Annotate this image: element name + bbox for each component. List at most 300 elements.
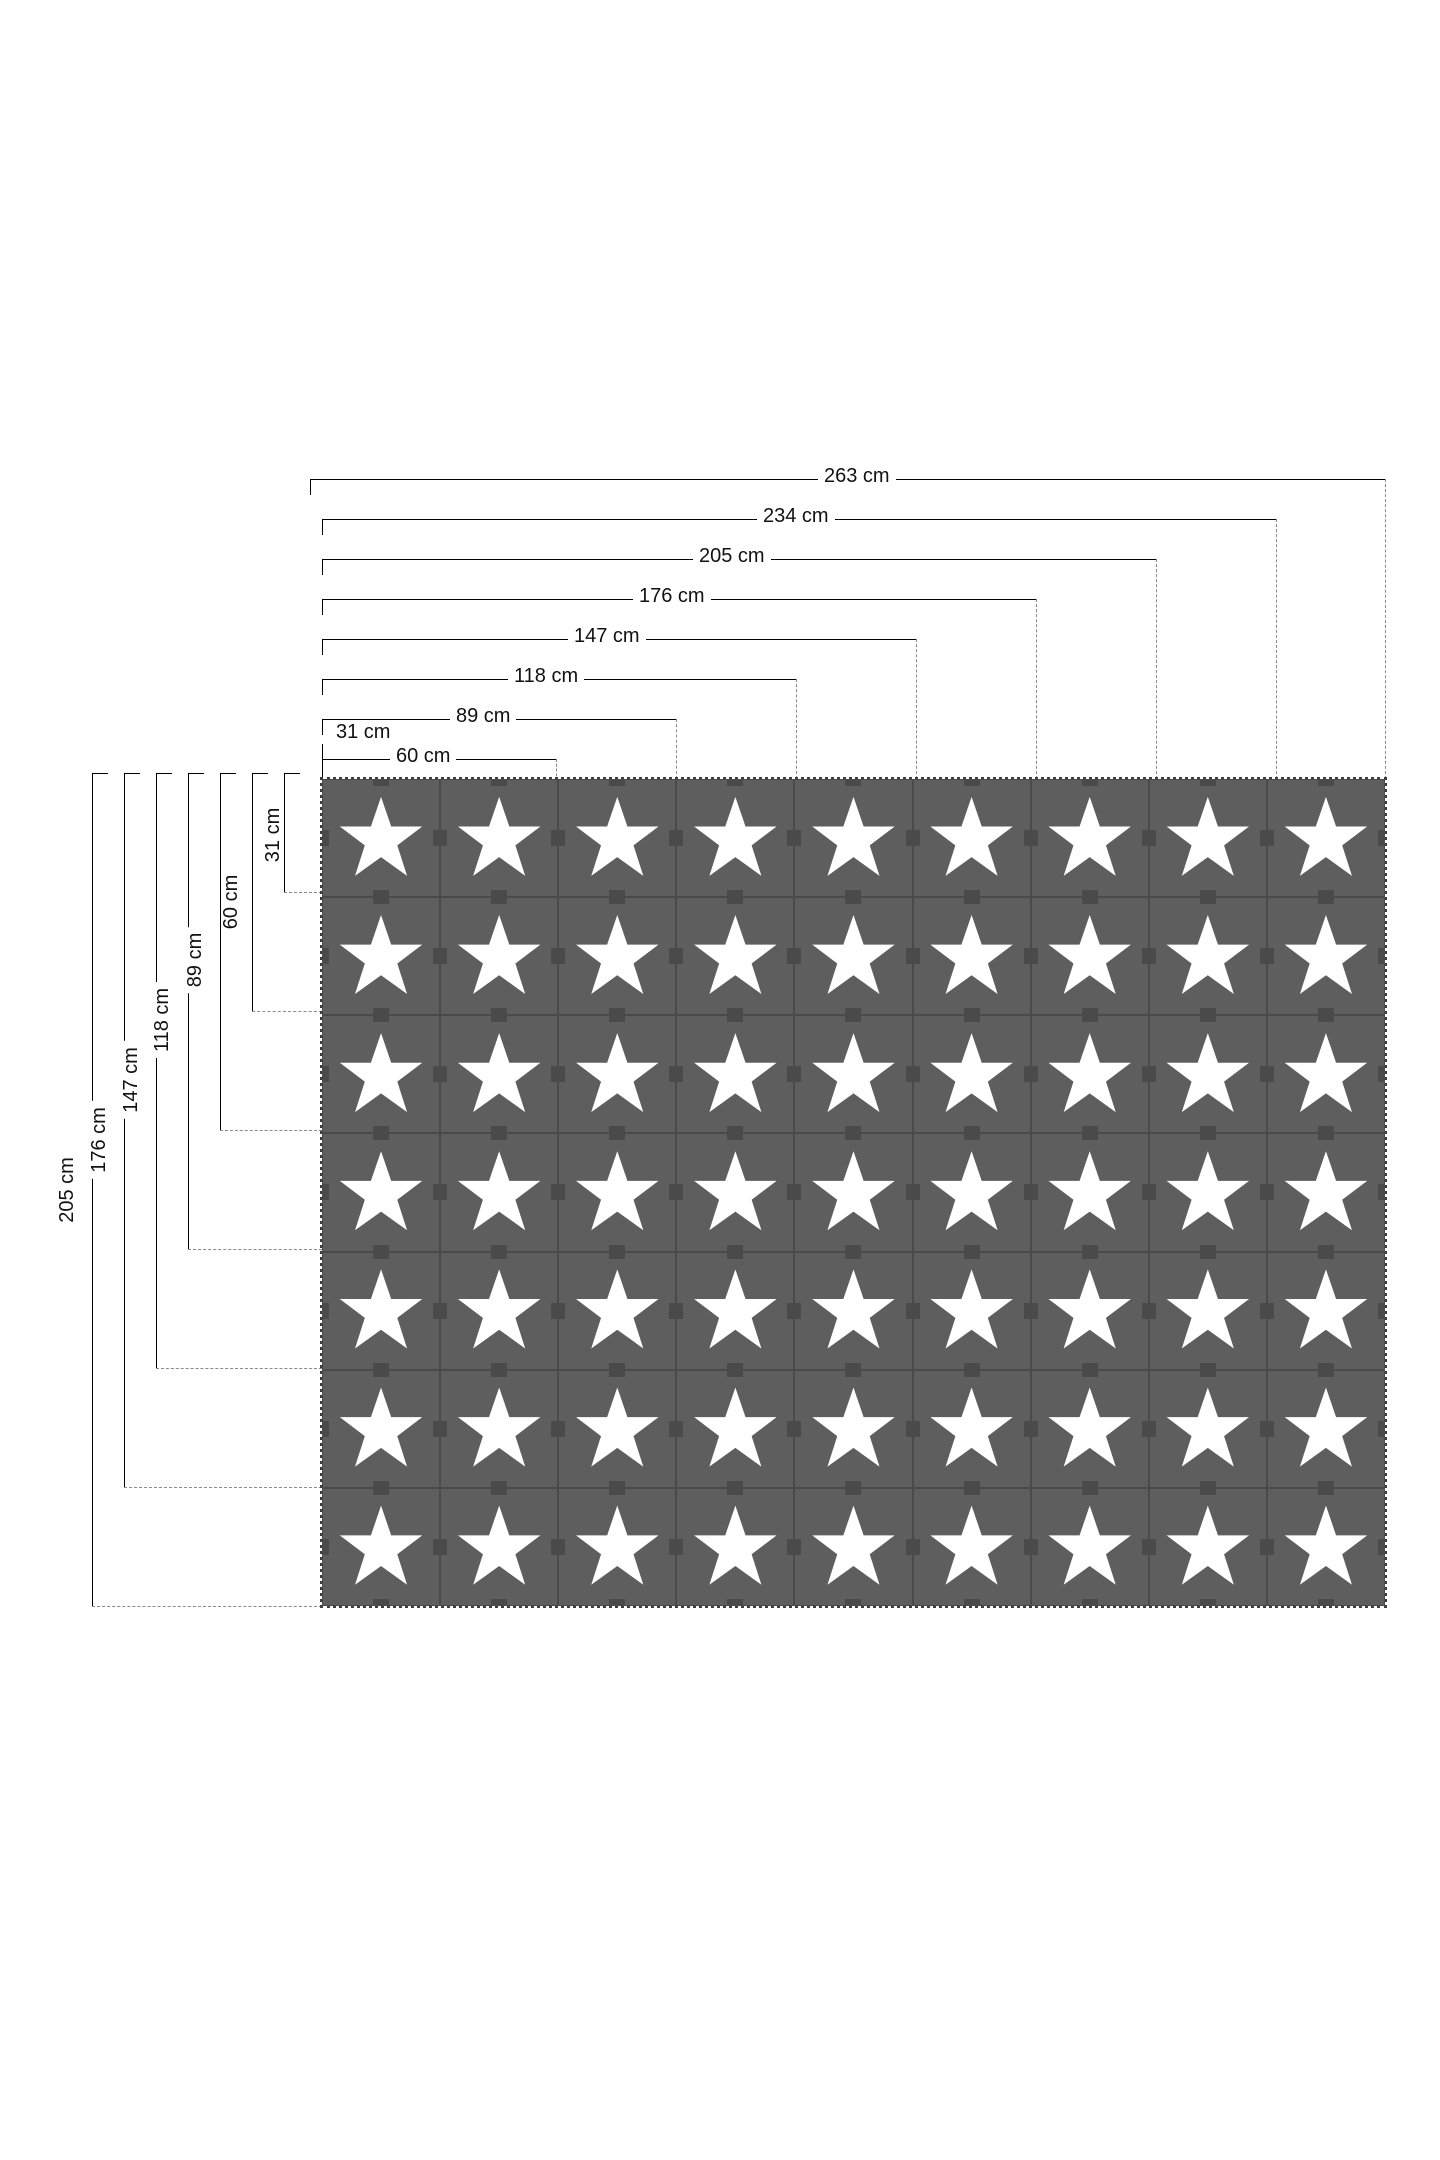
- mat-tile: [676, 1370, 794, 1488]
- puzzle-nub-top: [845, 897, 861, 904]
- star-icon: [338, 1268, 424, 1354]
- puzzle-nub-left: [1149, 948, 1156, 964]
- puzzle-nub-top: [373, 779, 389, 786]
- puzzle-nub-left: [322, 830, 329, 846]
- puzzle-nub-bottom: [1082, 1245, 1098, 1252]
- puzzle-nub-left: [440, 830, 447, 846]
- puzzle-nub-top: [1200, 1370, 1216, 1377]
- puzzle-nub-left: [1031, 830, 1038, 846]
- puzzle-nub-top: [491, 779, 507, 786]
- dim-tick-h-147-left: [322, 639, 323, 655]
- puzzle-nub-right: [906, 1184, 913, 1200]
- mat-tile: [913, 779, 1031, 897]
- dim-leader-h-234-right: [1276, 519, 1277, 779]
- star-icon: [811, 1150, 897, 1236]
- puzzle-nub-top: [727, 1015, 743, 1022]
- puzzle-nub-top: [1318, 1488, 1334, 1495]
- puzzle-nub-right: [906, 1421, 913, 1437]
- puzzle-nub-bottom: [609, 1126, 625, 1133]
- star-icon: [692, 1386, 778, 1472]
- dim-label-h-60: 60 cm: [390, 746, 456, 766]
- star-icon: [1047, 1504, 1133, 1590]
- dim-label-v-147: 147 cm: [121, 1041, 141, 1119]
- star-icon: [574, 1150, 660, 1236]
- puzzle-nub-left: [794, 1303, 801, 1319]
- star-icon: [574, 1504, 660, 1590]
- puzzle-nub-bottom: [373, 1126, 389, 1133]
- puzzle-nub-right: [551, 1421, 558, 1437]
- puzzle-nub-left: [1267, 1539, 1274, 1555]
- puzzle-nub-bottom: [964, 1363, 980, 1370]
- mat-tile: [558, 897, 676, 1015]
- puzzle-nub-right: [1260, 1421, 1267, 1437]
- mat-tile: [913, 1015, 1031, 1133]
- puzzle-nub-bottom: [491, 1126, 507, 1133]
- puzzle-nub-top: [1200, 897, 1216, 904]
- mat-tile: [794, 1133, 912, 1251]
- puzzle-nub-bottom: [373, 1008, 389, 1015]
- puzzle-nub-bottom: [491, 1363, 507, 1370]
- puzzle-nub-right: [787, 1066, 794, 1082]
- puzzle-nub-right: [1378, 1184, 1385, 1200]
- puzzle-nub-right: [669, 1539, 676, 1555]
- star-icon: [692, 795, 778, 881]
- puzzle-nub-left: [440, 1421, 447, 1437]
- puzzle-nub-left: [1267, 1184, 1274, 1200]
- puzzle-nub-right: [1142, 1184, 1149, 1200]
- puzzle-nub-top: [1318, 779, 1334, 786]
- star-icon: [338, 913, 424, 999]
- mat-tile: [1031, 897, 1149, 1015]
- puzzle-nub-left: [1267, 1303, 1274, 1319]
- star-icon: [692, 1031, 778, 1117]
- star-icon: [692, 913, 778, 999]
- puzzle-nub-bottom: [609, 1363, 625, 1370]
- puzzle-nub-bottom: [609, 1008, 625, 1015]
- mat-tile: [913, 897, 1031, 1015]
- mat-tile: [676, 897, 794, 1015]
- dim-tick-v-147-top: [156, 773, 172, 774]
- puzzle-nub-left: [322, 1184, 329, 1200]
- puzzle-nub-left: [440, 948, 447, 964]
- star-icon: [1165, 1386, 1251, 1472]
- puzzle-nub-top: [845, 1488, 861, 1495]
- dim-leader-v-205-bottom: [92, 1606, 322, 1607]
- dim-tick-v-205-top: [92, 773, 108, 774]
- dim-tick-h-176-left: [322, 599, 323, 615]
- star-icon: [456, 1268, 542, 1354]
- puzzle-nub-top: [727, 897, 743, 904]
- star-icon: [1283, 1386, 1369, 1472]
- puzzle-nub-bottom: [373, 890, 389, 897]
- puzzle-nub-top: [1082, 897, 1098, 904]
- puzzle-nub-left: [676, 948, 683, 964]
- puzzle-nub-top: [1082, 1370, 1098, 1377]
- puzzle-nub-top: [964, 1370, 980, 1377]
- puzzle-nub-bottom: [1318, 1363, 1334, 1370]
- puzzle-nub-left: [558, 830, 565, 846]
- puzzle-nub-top: [727, 1133, 743, 1140]
- mat-tile: [1267, 1488, 1385, 1606]
- dim-tick-h-89-left: [322, 719, 323, 735]
- dim-tick-h-205-left: [322, 559, 323, 575]
- star-icon: [1165, 1504, 1251, 1590]
- star-icon: [811, 1268, 897, 1354]
- puzzle-nub-top: [373, 1133, 389, 1140]
- puzzle-nub-top: [1082, 779, 1098, 786]
- puzzle-nub-bottom: [373, 1599, 389, 1606]
- puzzle-nub-right: [1378, 830, 1385, 846]
- puzzle-nub-top: [373, 897, 389, 904]
- mat-tile: [676, 1252, 794, 1370]
- puzzle-nub-bottom: [491, 1008, 507, 1015]
- puzzle-nub-right: [906, 1539, 913, 1555]
- mat-tile: [794, 1252, 912, 1370]
- puzzle-nub-left: [1031, 1066, 1038, 1082]
- star-icon: [1283, 1268, 1369, 1354]
- puzzle-nub-bottom: [491, 1599, 507, 1606]
- puzzle-nub-bottom: [609, 1245, 625, 1252]
- star-icon: [574, 1268, 660, 1354]
- puzzle-nub-left: [1031, 1184, 1038, 1200]
- puzzle-nub-left: [558, 948, 565, 964]
- puzzle-nub-right: [787, 1539, 794, 1555]
- puzzle-nub-left: [322, 1303, 329, 1319]
- puzzle-nub-left: [1031, 1539, 1038, 1555]
- mat-tile: [1031, 779, 1149, 897]
- puzzle-nub-bottom: [1318, 890, 1334, 897]
- puzzle-nub-bottom: [964, 1481, 980, 1488]
- mat-tile: [558, 1252, 676, 1370]
- puzzle-nub-right: [1142, 1066, 1149, 1082]
- star-icon: [929, 1031, 1015, 1117]
- puzzle-nub-top: [964, 1015, 980, 1022]
- puzzle-nub-right: [1260, 1066, 1267, 1082]
- puzzle-nub-left: [558, 1539, 565, 1555]
- star-icon: [811, 913, 897, 999]
- mat-tile: [1267, 779, 1385, 897]
- puzzle-nub-top: [1082, 1252, 1098, 1259]
- puzzle-nub-bottom: [727, 890, 743, 897]
- mat-tile: [1267, 1252, 1385, 1370]
- puzzle-nub-left: [676, 1066, 683, 1082]
- puzzle-nub-bottom: [964, 1126, 980, 1133]
- puzzle-nub-top: [845, 779, 861, 786]
- puzzle-nub-top: [373, 1488, 389, 1495]
- star-icon: [1283, 1031, 1369, 1117]
- puzzle-nub-bottom: [491, 1245, 507, 1252]
- mat-tile: [1149, 1370, 1267, 1488]
- dim-tick-v-31-top: [284, 773, 300, 774]
- star-icon: [811, 1031, 897, 1117]
- puzzle-nub-right: [433, 1303, 440, 1319]
- puzzle-nub-bottom: [373, 1481, 389, 1488]
- puzzle-nub-left: [440, 1184, 447, 1200]
- puzzle-nub-right: [551, 1539, 558, 1555]
- puzzle-nub-right: [906, 1303, 913, 1319]
- dim-tick-h-234-left: [322, 519, 323, 535]
- puzzle-nub-left: [1149, 1066, 1156, 1082]
- puzzle-nub-left: [913, 830, 920, 846]
- puzzle-nub-right: [551, 1184, 558, 1200]
- puzzle-nub-right: [1142, 830, 1149, 846]
- puzzle-nub-bottom: [609, 1481, 625, 1488]
- puzzle-nub-bottom: [1082, 1481, 1098, 1488]
- mat-tile: [676, 1015, 794, 1133]
- puzzle-nub-right: [1378, 1066, 1385, 1082]
- mat-tile: [676, 1488, 794, 1606]
- mat-tile: [322, 1015, 440, 1133]
- puzzle-nub-right: [906, 948, 913, 964]
- puzzle-nub-top: [373, 1370, 389, 1377]
- puzzle-nub-top: [491, 1015, 507, 1022]
- star-icon: [1165, 1268, 1251, 1354]
- puzzle-nub-bottom: [1318, 1126, 1334, 1133]
- puzzle-nub-bottom: [964, 1245, 980, 1252]
- puzzle-nub-right: [1260, 1184, 1267, 1200]
- puzzle-nub-right: [669, 830, 676, 846]
- dim-leader-v-89-bottom: [220, 1130, 322, 1131]
- puzzle-nub-top: [964, 1252, 980, 1259]
- puzzle-nub-right: [906, 1066, 913, 1082]
- puzzle-nub-top: [964, 897, 980, 904]
- star-icon: [692, 1504, 778, 1590]
- star-icon: [574, 1386, 660, 1472]
- puzzle-nub-bottom: [1318, 1599, 1334, 1606]
- puzzle-nub-bottom: [491, 890, 507, 897]
- puzzle-nub-left: [440, 1066, 447, 1082]
- dim-tick-v-60-top: [252, 773, 268, 774]
- puzzle-nub-bottom: [727, 1008, 743, 1015]
- star-icon: [338, 1150, 424, 1236]
- mat-tile: [676, 1133, 794, 1251]
- mat-tile: [440, 1252, 558, 1370]
- puzzle-nub-bottom: [1082, 1126, 1098, 1133]
- mat-tile: [558, 1015, 676, 1133]
- dim-label-v-60: 60 cm: [221, 869, 241, 935]
- puzzle-nub-right: [1024, 948, 1031, 964]
- puzzle-nub-left: [1031, 1421, 1038, 1437]
- puzzle-nub-right: [433, 1184, 440, 1200]
- puzzle-nub-left: [1267, 1421, 1274, 1437]
- puzzle-nub-top: [845, 1252, 861, 1259]
- puzzle-nub-top: [1200, 779, 1216, 786]
- puzzle-nub-left: [322, 1066, 329, 1082]
- star-icon: [929, 1504, 1015, 1590]
- mat-tile: [1031, 1252, 1149, 1370]
- mat-tile: [440, 1133, 558, 1251]
- puzzle-nub-bottom: [845, 1599, 861, 1606]
- star-icon: [1283, 795, 1369, 881]
- puzzle-nub-top: [1318, 1370, 1334, 1377]
- puzzle-nub-right: [1142, 1303, 1149, 1319]
- puzzle-nub-right: [1378, 1539, 1385, 1555]
- dim-leader-h-205-right: [1156, 559, 1157, 779]
- mat-tile: [558, 1370, 676, 1488]
- puzzle-nub-top: [609, 779, 625, 786]
- mat-tile: [322, 779, 440, 897]
- puzzle-nub-left: [1149, 1303, 1156, 1319]
- mat-tile: [913, 1488, 1031, 1606]
- puzzle-nub-bottom: [845, 890, 861, 897]
- puzzle-nub-bottom: [1200, 1481, 1216, 1488]
- star-icon: [692, 1150, 778, 1236]
- star-icon: [338, 1504, 424, 1590]
- puzzle-nub-left: [558, 1184, 565, 1200]
- star-icon: [811, 1504, 897, 1590]
- puzzle-nub-left: [558, 1066, 565, 1082]
- star-icon: [811, 1386, 897, 1472]
- mat-tile: [440, 897, 558, 1015]
- puzzle-nub-left: [676, 1303, 683, 1319]
- puzzle-nub-left: [794, 1066, 801, 1082]
- mat-tile: [440, 1488, 558, 1606]
- puzzle-nub-top: [727, 1370, 743, 1377]
- puzzle-nub-left: [913, 1184, 920, 1200]
- puzzle-nub-top: [373, 1015, 389, 1022]
- puzzle-nub-right: [787, 1421, 794, 1437]
- mat-tile: [1149, 1252, 1267, 1370]
- puzzle-nub-right: [1024, 1184, 1031, 1200]
- puzzle-nub-top: [609, 897, 625, 904]
- puzzle-nub-right: [669, 1303, 676, 1319]
- puzzle-nub-left: [676, 830, 683, 846]
- star-icon: [1165, 1031, 1251, 1117]
- dim-label-v-176: 176 cm: [89, 1101, 109, 1179]
- dim-leader-v-176-bottom: [124, 1487, 322, 1488]
- mat-tile: [558, 1133, 676, 1251]
- puzzle-nub-left: [1149, 830, 1156, 846]
- dim-line-v-60: [252, 773, 253, 1011]
- star-icon: [929, 1150, 1015, 1236]
- star-icon: [929, 1386, 1015, 1472]
- puzzle-nub-right: [433, 830, 440, 846]
- puzzle-nub-top: [1318, 897, 1334, 904]
- mat-tile: [1031, 1133, 1149, 1251]
- puzzle-nub-left: [794, 948, 801, 964]
- puzzle-nub-left: [794, 1184, 801, 1200]
- dim-label-h-147: 147 cm: [568, 626, 646, 646]
- dim-label-h-118: 118 cm: [508, 666, 584, 686]
- star-icon: [929, 913, 1015, 999]
- puzzle-nub-bottom: [609, 1599, 625, 1606]
- puzzle-nub-right: [1260, 1303, 1267, 1319]
- puzzle-nub-top: [845, 1370, 861, 1377]
- dim-leader-h-147-right: [916, 639, 917, 779]
- puzzle-nub-right: [551, 830, 558, 846]
- puzzle-nub-right: [669, 1066, 676, 1082]
- dim-tick-v-89-top: [220, 773, 236, 774]
- mat-tile: [558, 779, 676, 897]
- star-icon: [338, 1031, 424, 1117]
- puzzle-nub-top: [1318, 1252, 1334, 1259]
- mat-tile: [322, 1133, 440, 1251]
- dim-leader-v-31-bottom: [284, 892, 322, 893]
- mat-tile: [322, 1488, 440, 1606]
- puzzle-nub-top: [609, 1252, 625, 1259]
- dim-label-v-205: 205 cm: [57, 1151, 77, 1229]
- puzzle-nub-top: [1200, 1133, 1216, 1140]
- star-icon: [811, 795, 897, 881]
- puzzle-nub-bottom: [1082, 1008, 1098, 1015]
- puzzle-nub-left: [1267, 830, 1274, 846]
- puzzle-nub-bottom: [727, 1245, 743, 1252]
- puzzle-nub-left: [440, 1303, 447, 1319]
- puzzle-nub-left: [322, 1539, 329, 1555]
- star-icon: [1047, 1268, 1133, 1354]
- puzzle-nub-right: [1378, 948, 1385, 964]
- dim-leader-v-147-bottom: [156, 1368, 322, 1369]
- puzzle-nub-bottom: [609, 890, 625, 897]
- puzzle-nub-right: [551, 1066, 558, 1082]
- mat-tile: [322, 1252, 440, 1370]
- puzzle-nub-top: [491, 897, 507, 904]
- puzzle-nub-top: [964, 779, 980, 786]
- puzzle-nub-right: [1024, 1421, 1031, 1437]
- puzzle-nub-left: [676, 1539, 683, 1555]
- puzzle-nub-bottom: [845, 1126, 861, 1133]
- puzzle-nub-right: [1260, 948, 1267, 964]
- puzzle-nub-left: [913, 948, 920, 964]
- star-icon: [574, 795, 660, 881]
- puzzle-nub-right: [1142, 1539, 1149, 1555]
- mat-tile: [322, 1370, 440, 1488]
- puzzle-nub-left: [676, 1184, 683, 1200]
- puzzle-nub-left: [1267, 948, 1274, 964]
- puzzle-nub-left: [322, 948, 329, 964]
- puzzle-nub-right: [669, 1184, 676, 1200]
- puzzle-nub-top: [1082, 1133, 1098, 1140]
- puzzle-nub-right: [1142, 1421, 1149, 1437]
- puzzle-nub-right: [787, 1303, 794, 1319]
- puzzle-nub-left: [1267, 1066, 1274, 1082]
- mat-tile: [1149, 1133, 1267, 1251]
- dim-label-v-118: 118 cm: [152, 982, 172, 1058]
- puzzle-nub-left: [794, 1421, 801, 1437]
- puzzle-nub-bottom: [1200, 1245, 1216, 1252]
- puzzle-nub-right: [787, 1184, 794, 1200]
- mat-tile: [440, 779, 558, 897]
- dim-leader-h-263-right: [1385, 479, 1386, 779]
- dim-label-h-234: 234 cm: [757, 506, 835, 526]
- puzzle-nub-left: [1031, 1303, 1038, 1319]
- mat-tile: [322, 897, 440, 1015]
- star-icon: [574, 913, 660, 999]
- puzzle-nub-right: [669, 1421, 676, 1437]
- mat-tile: [913, 1252, 1031, 1370]
- mat-tile: [913, 1370, 1031, 1488]
- dim-tick-v-118-top: [188, 773, 204, 774]
- play-mat-grid: [322, 779, 1385, 1606]
- dim-tick-h-263-left: [310, 479, 311, 495]
- star-icon: [1165, 1150, 1251, 1236]
- dim-label-v-89: 89 cm: [185, 927, 205, 993]
- puzzle-nub-top: [1082, 1015, 1098, 1022]
- mat-tile: [794, 1370, 912, 1488]
- puzzle-nub-bottom: [964, 1599, 980, 1606]
- star-icon: [1283, 1504, 1369, 1590]
- puzzle-nub-bottom: [373, 1245, 389, 1252]
- star-icon: [1165, 795, 1251, 881]
- puzzle-nub-left: [440, 1539, 447, 1555]
- puzzle-nub-right: [1378, 1421, 1385, 1437]
- puzzle-nub-right: [433, 948, 440, 964]
- mat-tile: [1149, 779, 1267, 897]
- dim-leader-h-176-right: [1036, 599, 1037, 779]
- puzzle-nub-bottom: [964, 890, 980, 897]
- mat-tile: [1031, 1370, 1149, 1488]
- puzzle-nub-bottom: [845, 1363, 861, 1370]
